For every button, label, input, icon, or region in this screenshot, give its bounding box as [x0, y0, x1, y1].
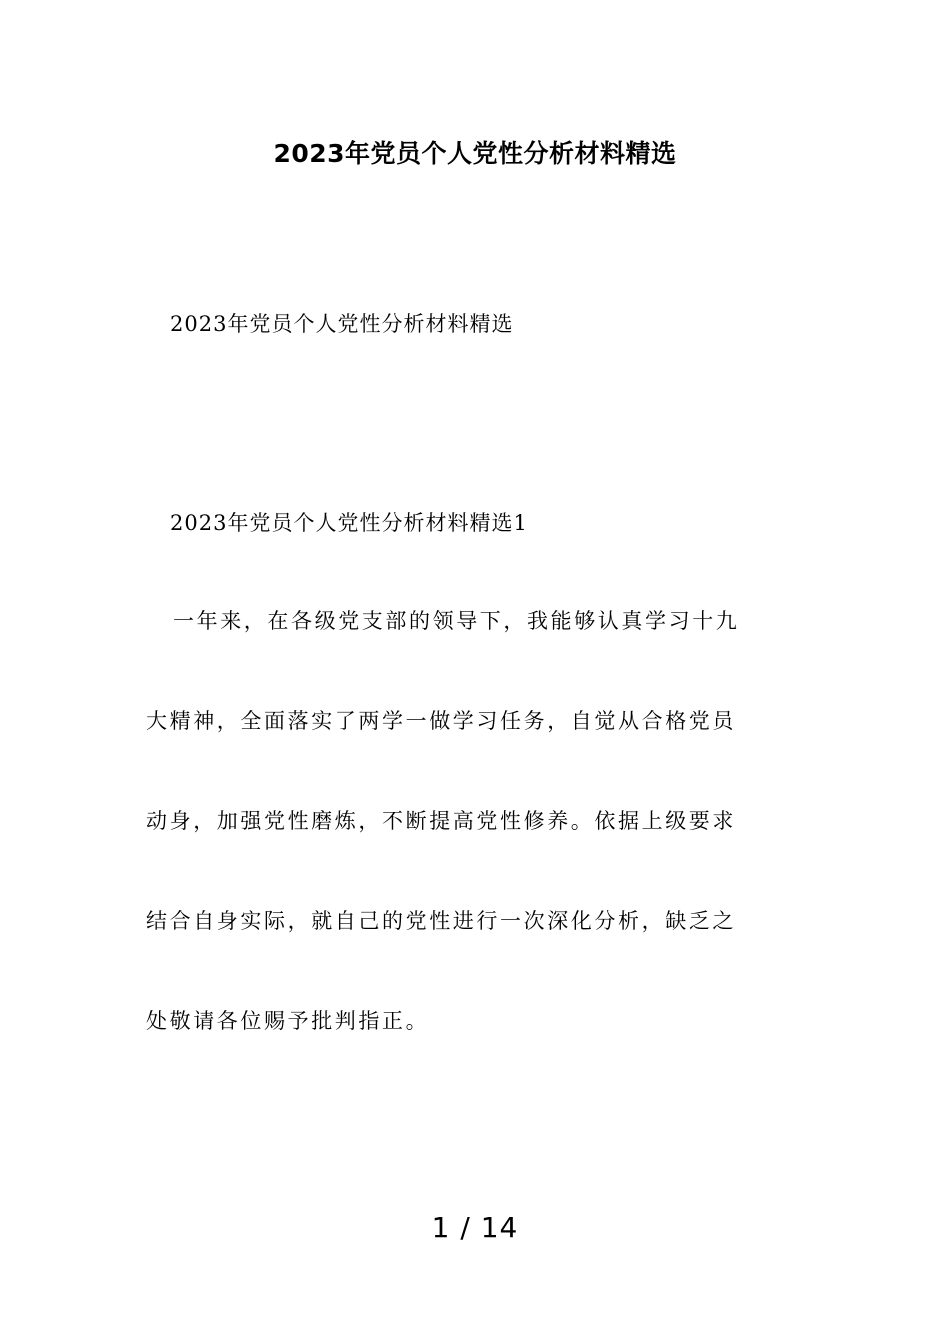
section-heading: 2023年党员个人党性分析材料精选1 [170, 511, 528, 535]
page-indicator: 1 / 14 [431, 1211, 519, 1244]
document-subtitle: 2023年党员个人党性分析材料精选 [170, 312, 514, 336]
paragraph-line: 结合自身实际，就自己的党性进行一次深化分析，缺乏之 [146, 909, 736, 933]
paragraph-line: 处敬请各位赐予批判指正。 [146, 1009, 430, 1033]
paragraph-line: 大精神，全面落实了两学一做学习任务，自觉从合格党员 [146, 709, 736, 733]
paragraph-line: 一年来，在各级党支部的领导下，我能够认真学习十九 [173, 609, 740, 633]
paragraph-line: 动身，加强党性磨炼，不断提高党性修养。依据上级要求 [146, 809, 736, 833]
document-title: 2023年党员个人党性分析材料精选 [273, 139, 677, 168]
